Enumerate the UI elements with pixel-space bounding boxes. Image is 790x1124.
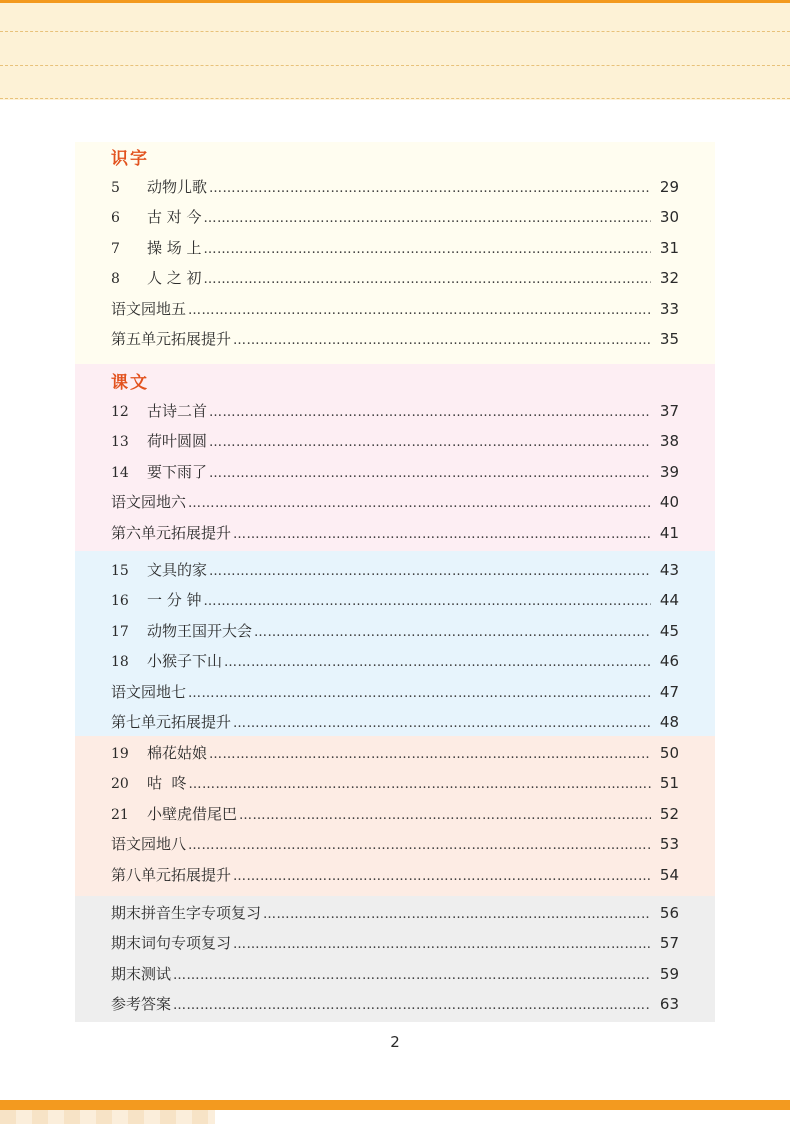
- toc-entry[interactable]: [111, 555, 679, 585]
- entry-page: 31: [659, 238, 679, 257]
- dot-leader: [224, 648, 651, 678]
- entry-page: 46: [659, 652, 679, 671]
- toc-section-1: [75, 142, 715, 364]
- header-ruled-line: [0, 65, 790, 66]
- entry-page: 47: [659, 682, 679, 701]
- dot-leader: [209, 557, 651, 587]
- toc-entry[interactable]: [111, 294, 679, 324]
- entry-title: 文具的家: [147, 561, 208, 579]
- toc-entry[interactable]: [111, 518, 679, 548]
- entry-title: 咕 咚: [147, 774, 187, 793]
- toc-entry[interactable]: [111, 585, 679, 615]
- toc-entry[interactable]: [111, 646, 679, 676]
- dot-leader: [204, 587, 651, 617]
- entry-page: 33: [659, 299, 679, 318]
- dot-leader: [188, 831, 651, 861]
- entry-number: 6: [111, 210, 120, 227]
- entry-number: 18: [111, 654, 129, 671]
- toc-entry[interactable]: [111, 233, 679, 263]
- dot-leader: [233, 930, 651, 960]
- entry-page: 54: [659, 865, 679, 884]
- entry-page: 41: [659, 523, 679, 542]
- entry-page: 57: [659, 934, 679, 953]
- entry-page: 32: [659, 269, 679, 288]
- page-number: 2: [390, 1033, 400, 1051]
- header-ruled-line: [0, 31, 790, 32]
- toc-entry[interactable]: [111, 396, 679, 426]
- entry-page: 43: [659, 561, 679, 579]
- dot-leader: [188, 679, 651, 709]
- header-ruled-line: [0, 98, 790, 99]
- entry-title: 古诗二首: [147, 402, 208, 420]
- toc-section-5: [75, 896, 715, 1022]
- dot-leader: [204, 235, 651, 265]
- toc-entry[interactable]: [111, 989, 679, 1019]
- entry-number: 15: [111, 563, 129, 579]
- dot-leader: [263, 900, 651, 930]
- section-title: 识字: [111, 149, 149, 169]
- entry-title: 棉花姑娘: [147, 744, 208, 762]
- entry-page: 30: [659, 208, 679, 227]
- entry-number: 19: [111, 746, 129, 762]
- entry-page: 45: [659, 621, 679, 640]
- toc-section-4: [75, 736, 715, 896]
- entry-title: 操 场 上: [147, 238, 202, 257]
- entry-title: 参考答案: [111, 995, 172, 1014]
- entry-page: 40: [659, 493, 679, 512]
- toc-entry[interactable]: [111, 738, 679, 768]
- dot-leader: [209, 740, 651, 770]
- toc-entry[interactable]: [111, 487, 679, 517]
- dot-leader: [188, 296, 651, 326]
- dot-leader: [204, 204, 651, 234]
- entry-title: 动物王国开大会: [147, 621, 253, 640]
- dot-leader: [173, 991, 651, 1021]
- dot-leader: [188, 489, 651, 519]
- entry-number: 7: [111, 240, 120, 257]
- entry-page: 39: [659, 462, 679, 481]
- entry-title: 一 分 钟: [147, 591, 202, 610]
- entry-title: 期末测试: [111, 964, 172, 983]
- entry-page: 63: [659, 995, 679, 1014]
- toc-entry[interactable]: [111, 898, 679, 928]
- toc-entry[interactable]: [111, 768, 679, 798]
- dot-leader: [233, 520, 651, 550]
- entry-title: 语文园地五: [111, 299, 187, 318]
- dot-leader: [209, 459, 651, 489]
- entry-title: 语文园地七: [111, 682, 187, 701]
- header-band: [0, 0, 790, 100]
- dot-leader: [233, 862, 651, 892]
- entry-title: 第六单元拓展提升: [111, 523, 232, 542]
- toc-entry[interactable]: [111, 616, 679, 646]
- entry-title: 要下雨了: [147, 462, 208, 481]
- toc-entry[interactable]: [111, 324, 679, 354]
- entry-title: 荷叶圆圆: [147, 432, 208, 451]
- entry-page: 50: [659, 744, 679, 762]
- entry-title: 语文园地六: [111, 493, 187, 512]
- entry-title: 古 对 今: [147, 208, 202, 227]
- toc-entry[interactable]: [111, 263, 679, 293]
- footer-pattern: [0, 1110, 215, 1124]
- entry-number: 20: [111, 776, 129, 793]
- toc-entry[interactable]: [111, 677, 679, 707]
- entry-title: 动物儿歌: [147, 178, 208, 196]
- toc-entry[interactable]: [111, 959, 679, 989]
- entry-page: 35: [659, 329, 679, 348]
- entry-number: 8: [111, 271, 120, 288]
- entry-number: 21: [111, 806, 129, 823]
- dot-leader: [189, 770, 651, 800]
- toc-entry[interactable]: [111, 172, 679, 202]
- dot-leader: [209, 398, 651, 428]
- entry-page: 52: [659, 804, 679, 823]
- entry-number: 17: [111, 623, 129, 640]
- dot-leader: [204, 265, 651, 295]
- toc-section-3: [75, 551, 715, 736]
- entry-page: 44: [659, 591, 679, 610]
- toc-entry[interactable]: [111, 202, 679, 232]
- entry-title: 第五单元拓展提升: [111, 329, 232, 348]
- entry-title: 语文园地八: [111, 835, 187, 854]
- entry-title: 期末词句专项复习: [111, 934, 232, 953]
- toc-entry[interactable]: [111, 799, 679, 829]
- entry-page: 29: [659, 178, 679, 196]
- entry-page: 51: [659, 774, 679, 793]
- entry-title: 人 之 初: [147, 269, 202, 288]
- toc-entry[interactable]: [111, 426, 679, 456]
- entry-title: 第八单元拓展提升: [111, 865, 232, 884]
- dot-leader: [254, 618, 651, 648]
- toc-entry[interactable]: [111, 829, 679, 859]
- dot-leader: [209, 428, 651, 458]
- section-title: 课文: [111, 373, 149, 393]
- entry-page: 38: [659, 432, 679, 451]
- dot-leader: [239, 801, 651, 831]
- entry-number: 16: [111, 593, 129, 610]
- table-of-contents: [75, 142, 715, 1022]
- toc-entry[interactable]: [111, 860, 679, 890]
- entry-number: 12: [111, 404, 129, 420]
- entry-page: 53: [659, 835, 679, 854]
- entry-number: 14: [111, 464, 129, 481]
- toc-entry[interactable]: [111, 707, 679, 737]
- entry-number: 5: [111, 180, 120, 196]
- dot-leader: [233, 709, 651, 739]
- dot-leader: [209, 174, 651, 204]
- entry-number: 13: [111, 434, 129, 451]
- dot-leader: [173, 961, 651, 991]
- dot-leader: [233, 326, 651, 356]
- toc-section-2: [75, 364, 715, 551]
- entry-page: 48: [659, 712, 679, 731]
- entry-title: 小壁虎借尾巴: [147, 804, 238, 823]
- entry-page: 56: [659, 904, 679, 922]
- entry-title: 期末拼音生字专项复习: [111, 904, 262, 922]
- entry-page: 59: [659, 964, 679, 983]
- entry-title: 第七单元拓展提升: [111, 712, 232, 731]
- entry-page: 37: [659, 402, 679, 420]
- toc-entry[interactable]: [111, 928, 679, 958]
- footer-bar: [0, 1100, 790, 1110]
- entry-title: 小猴子下山: [147, 652, 223, 671]
- toc-entry[interactable]: [111, 457, 679, 487]
